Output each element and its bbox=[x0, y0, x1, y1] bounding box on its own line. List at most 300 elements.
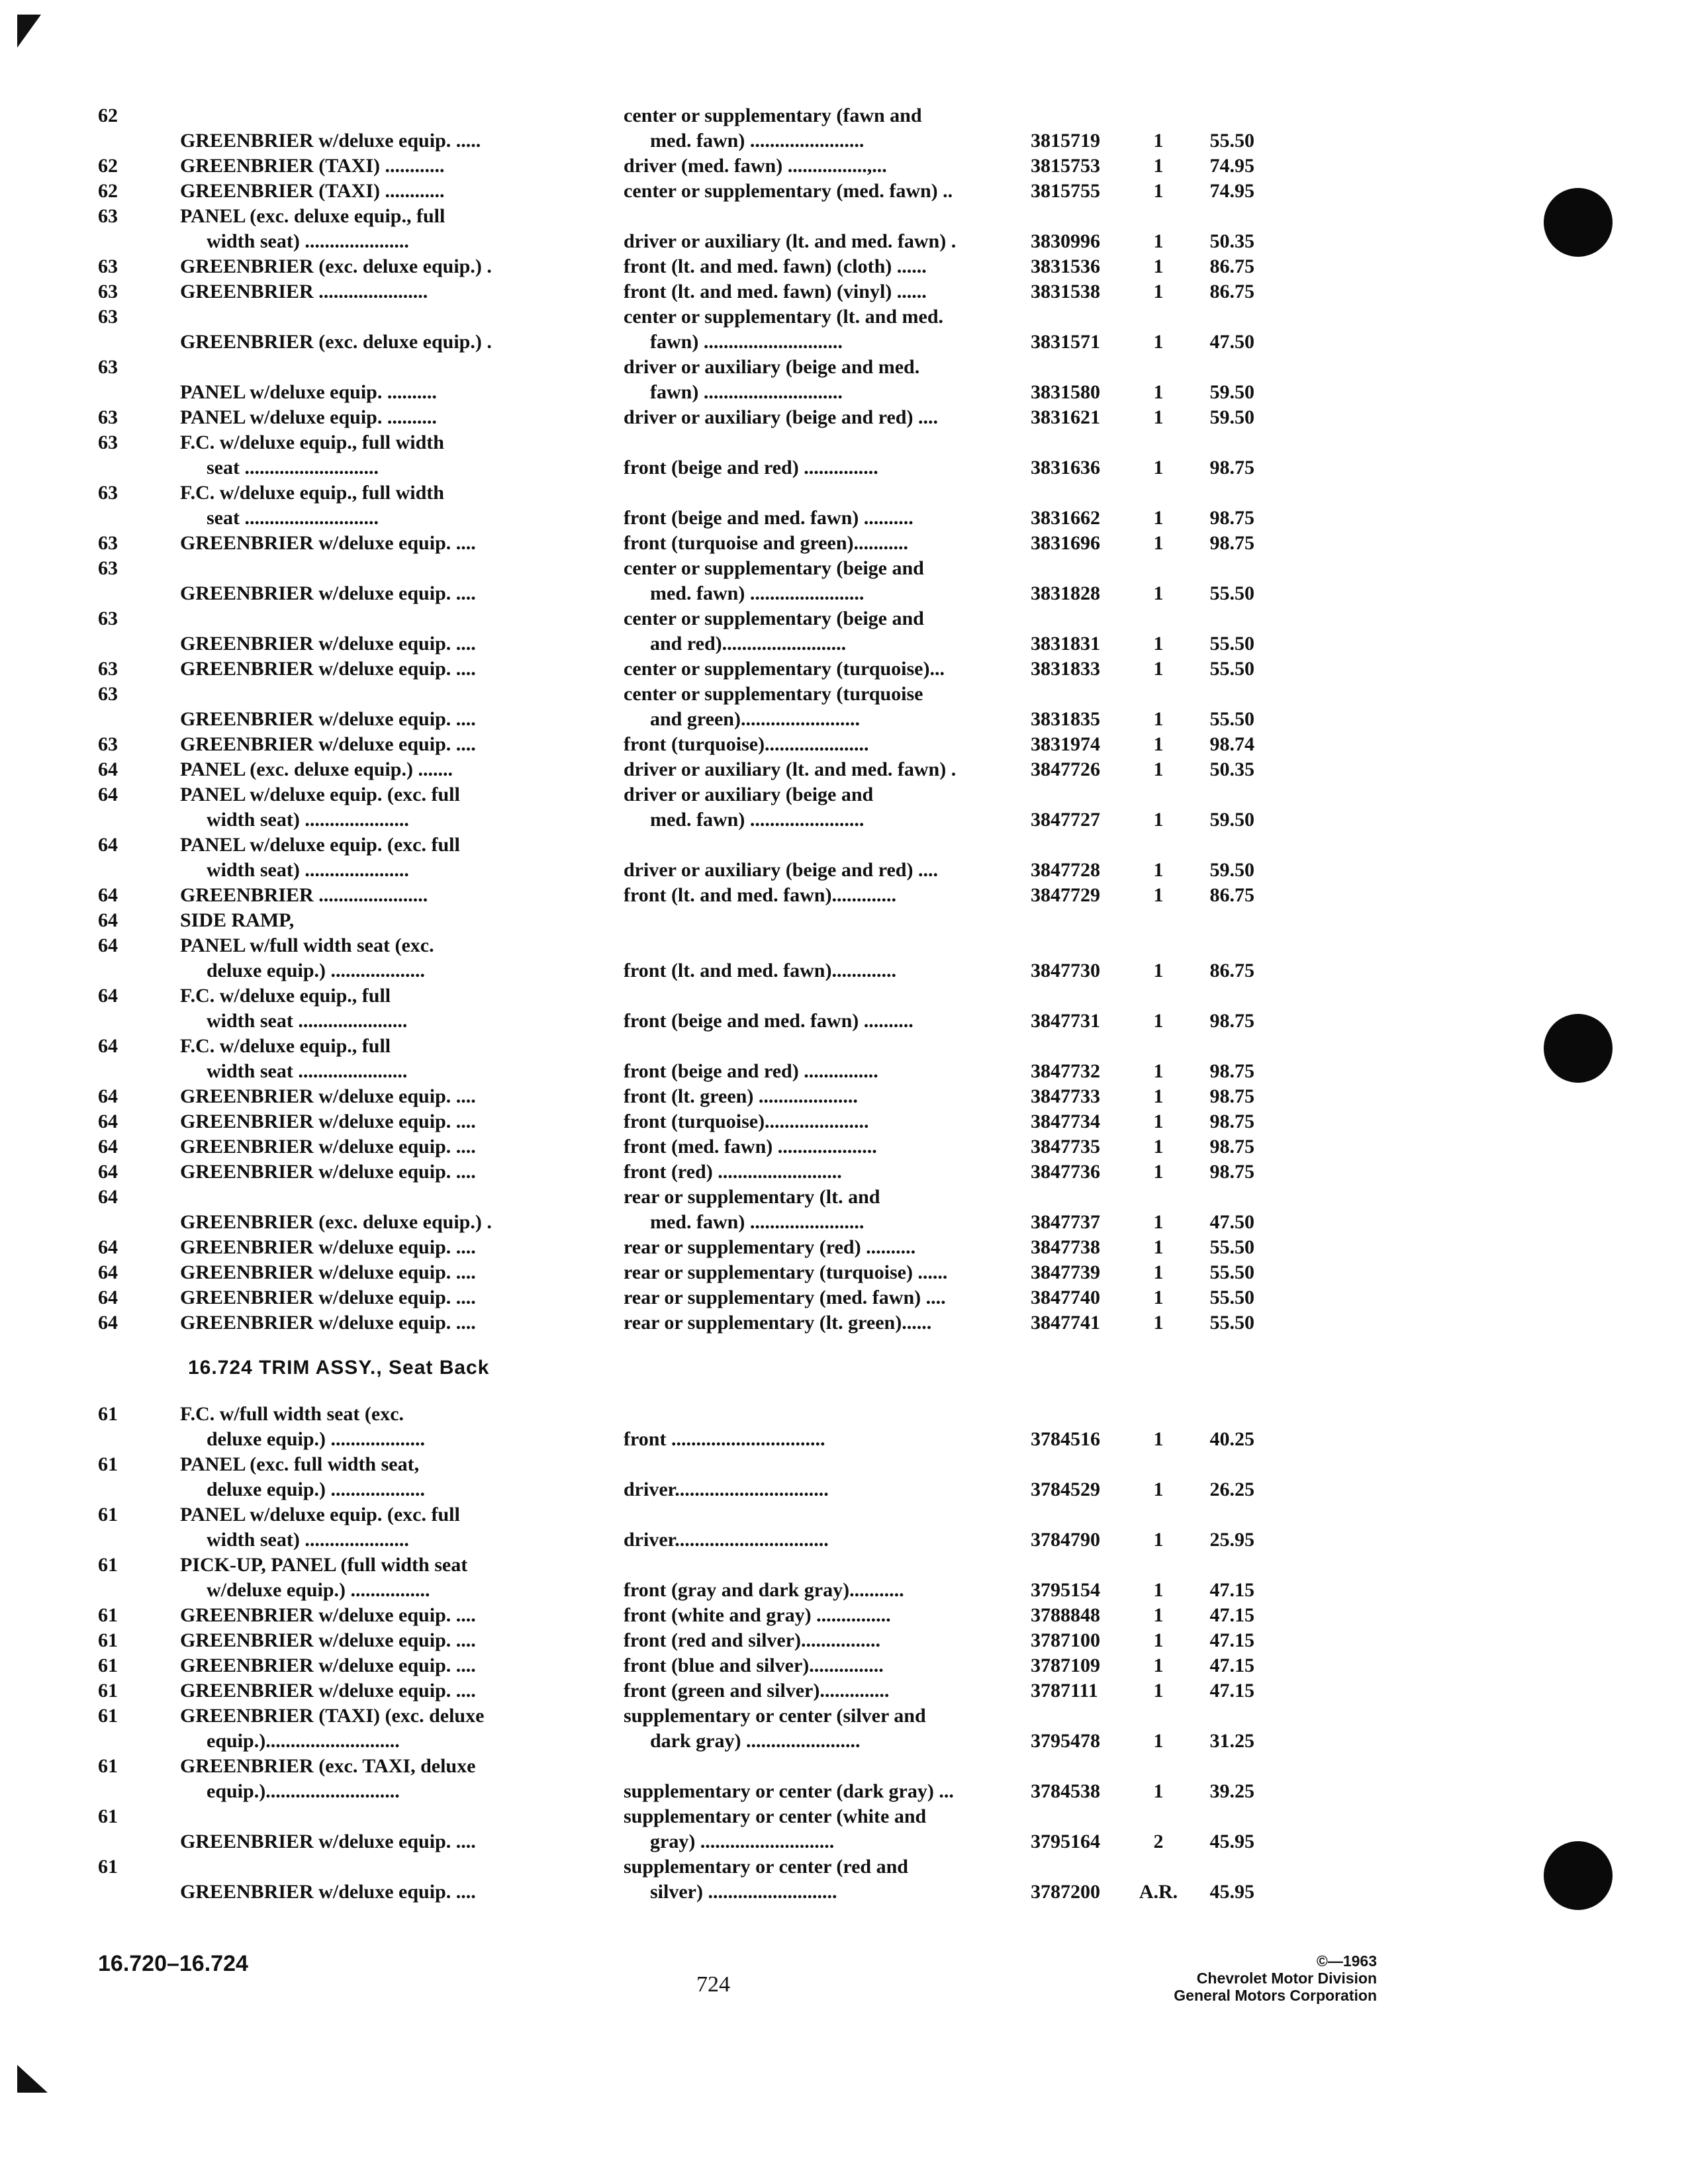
year-cell: 64 bbox=[98, 1236, 118, 1258]
table-row bbox=[98, 933, 1289, 983]
description-line: driver............................... bbox=[624, 1479, 829, 1500]
model-cell bbox=[180, 1084, 624, 1109]
model-line: GREENBRIER w/deluxe equip. .... bbox=[180, 1680, 476, 1702]
quantity-cell: 1 bbox=[1153, 155, 1164, 177]
model-line: F.C. w/deluxe equip., full width bbox=[180, 432, 444, 453]
description-cell bbox=[624, 983, 1031, 1034]
model-line: GREENBRIER w/deluxe equip. .... bbox=[180, 708, 476, 730]
model-line: GREENBRIER w/deluxe equip. .... bbox=[180, 658, 476, 680]
year-cell: 64 bbox=[98, 1261, 118, 1283]
description-line: center or supplementary (med. fawn) .. bbox=[624, 180, 953, 202]
part-number-cell: 3847741 bbox=[1031, 1312, 1100, 1334]
model-cell bbox=[180, 1452, 624, 1502]
description-line bbox=[624, 908, 1031, 933]
description-line: and red)......................... bbox=[650, 633, 847, 655]
quantity-cell: 1 bbox=[1153, 1655, 1164, 1676]
part-number-cell: 3847731 bbox=[1031, 1010, 1100, 1032]
description-line: front (lt. and med. fawn)............. bbox=[624, 884, 896, 906]
description-cell bbox=[624, 657, 1031, 682]
price-cell: 47.50 bbox=[1209, 1211, 1254, 1233]
part-number-cell: 3815755 bbox=[1031, 180, 1100, 202]
part-number-cell: 3831696 bbox=[1031, 532, 1100, 554]
model-line: GREENBRIER w/deluxe equip. .... bbox=[180, 532, 476, 554]
part-number-cell: 3784790 bbox=[1031, 1529, 1100, 1551]
model-cell bbox=[180, 531, 624, 556]
model-line: GREENBRIER w/deluxe equip. .... bbox=[180, 1881, 476, 1903]
description-line: supplementary or center (white and bbox=[624, 1805, 927, 1827]
year-cell: 64 bbox=[98, 1035, 118, 1057]
description-line: med. fawn) ....................... bbox=[650, 809, 865, 831]
table-row bbox=[98, 103, 1289, 154]
table-row bbox=[98, 1109, 1289, 1134]
description-cell bbox=[624, 1502, 1031, 1553]
model-line: GREENBRIER w/deluxe equip. .... bbox=[180, 1261, 476, 1283]
description-cell bbox=[624, 1185, 1031, 1235]
quantity-cell: 1 bbox=[1153, 1161, 1164, 1183]
model-cell bbox=[180, 128, 624, 154]
model-line: GREENBRIER w/deluxe equip. .... bbox=[180, 1136, 476, 1158]
model-line: width seat) ..................... bbox=[207, 859, 409, 881]
year-cell: 64 bbox=[98, 1287, 118, 1308]
table-row bbox=[98, 1603, 1289, 1628]
table-row bbox=[98, 757, 1289, 782]
division-name: Chevrolet Motor Division bbox=[1196, 1970, 1377, 1987]
model-cell bbox=[180, 154, 624, 179]
quantity-cell: 1 bbox=[1153, 507, 1164, 529]
quantity-cell: 1 bbox=[1153, 381, 1164, 403]
description-line: rear or supplementary (lt. green)...... bbox=[624, 1312, 932, 1334]
table-row bbox=[98, 983, 1289, 1034]
table-row bbox=[98, 782, 1289, 833]
table-row bbox=[98, 1628, 1289, 1653]
price-cell: 98.75 bbox=[1209, 1010, 1254, 1032]
quantity-cell: 1 bbox=[1153, 1629, 1164, 1651]
description-line: center or supplementary (beige and bbox=[624, 608, 924, 629]
quantity-cell: 1 bbox=[1153, 1111, 1164, 1132]
model-line: GREENBRIER ...................... bbox=[180, 884, 428, 906]
description-line: med. fawn) ....................... bbox=[650, 582, 865, 604]
quantity-cell: 1 bbox=[1153, 130, 1164, 152]
quantity-cell: 1 bbox=[1153, 733, 1164, 755]
binder-hole-top bbox=[1544, 188, 1613, 257]
model-line: width seat) ..................... bbox=[207, 1529, 409, 1551]
description-cell bbox=[624, 204, 1031, 254]
year-cell: 61 bbox=[98, 1705, 118, 1727]
price-cell: 98.75 bbox=[1209, 532, 1254, 554]
model-line: GREENBRIER w/deluxe equip. .... bbox=[180, 1312, 476, 1334]
description-line: driver............................... bbox=[624, 1529, 829, 1551]
part-number-cell: 3787100 bbox=[1031, 1629, 1100, 1651]
model-cell bbox=[180, 657, 624, 682]
table-row bbox=[98, 1553, 1289, 1603]
quantity-cell: 2 bbox=[1153, 1831, 1164, 1852]
description-line: rear or supplementary (lt. and bbox=[624, 1186, 880, 1208]
year-cell: 63 bbox=[98, 482, 118, 504]
description-line: front (lt. and med. fawn)............. bbox=[624, 960, 896, 981]
model-line: GREENBRIER (TAXI) (exc. deluxe bbox=[180, 1705, 485, 1727]
model-line: GREENBRIER w/deluxe equip. .... bbox=[180, 1604, 476, 1626]
quantity-cell: 1 bbox=[1153, 1428, 1164, 1450]
description-line: front (med. fawn) .................... bbox=[624, 1136, 877, 1158]
model-line: GREENBRIER w/deluxe equip. ..... bbox=[180, 130, 481, 152]
description-line: front (red) ......................... bbox=[624, 1161, 842, 1183]
description-line: front (gray and dark gray)........... bbox=[624, 1579, 904, 1601]
price-cell: 31.25 bbox=[1209, 1730, 1254, 1752]
price-cell: 39.25 bbox=[1209, 1780, 1254, 1802]
price-cell: 55.50 bbox=[1209, 582, 1254, 604]
quantity-cell: 1 bbox=[1153, 758, 1164, 780]
description-cell bbox=[624, 1235, 1031, 1260]
price-cell: 55.50 bbox=[1209, 130, 1254, 152]
model-line: deluxe equip.) ................... bbox=[207, 1428, 426, 1450]
part-number-cell: 3784516 bbox=[1031, 1428, 1100, 1450]
price-cell: 45.95 bbox=[1209, 1831, 1254, 1852]
table-row bbox=[98, 1704, 1289, 1754]
price-cell: 86.75 bbox=[1209, 884, 1254, 906]
model-line: GREENBRIER (exc. TAXI, deluxe bbox=[180, 1755, 476, 1777]
year-cell: 64 bbox=[98, 758, 118, 780]
price-cell: 98.75 bbox=[1209, 457, 1254, 478]
price-cell: 98.75 bbox=[1209, 507, 1254, 529]
part-number-cell: 3831835 bbox=[1031, 708, 1100, 730]
part-number-cell: 3847740 bbox=[1031, 1287, 1100, 1308]
year-cell: 61 bbox=[98, 1805, 118, 1827]
description-cell bbox=[624, 154, 1031, 179]
price-cell: 98.75 bbox=[1209, 1111, 1254, 1132]
year-cell: 62 bbox=[98, 155, 118, 177]
price-cell: 40.25 bbox=[1209, 1428, 1254, 1450]
description-line: driver or auxiliary (beige and bbox=[624, 784, 874, 805]
quantity-cell: 1 bbox=[1153, 532, 1164, 554]
price-cell: 98.75 bbox=[1209, 1085, 1254, 1107]
description-line: front (green and silver).............. bbox=[624, 1680, 890, 1702]
model-line: PANEL w/deluxe equip. .......... bbox=[180, 406, 437, 428]
quantity-cell: 1 bbox=[1153, 1479, 1164, 1500]
table-row bbox=[98, 154, 1289, 179]
part-number-cell: 3847734 bbox=[1031, 1111, 1100, 1132]
model-cell bbox=[180, 1160, 624, 1185]
part-number-cell: 3795478 bbox=[1031, 1730, 1100, 1752]
quantity-cell: 1 bbox=[1153, 1780, 1164, 1802]
description-line: and green)........................ bbox=[650, 708, 860, 730]
binder-hole-bottom bbox=[1544, 1841, 1613, 1910]
part-number-cell: 3847738 bbox=[1031, 1236, 1100, 1258]
description-line: driver or auxiliary (lt. and med. fawn) . bbox=[624, 230, 957, 252]
model-line: GREENBRIER w/deluxe equip. .... bbox=[180, 1831, 476, 1852]
model-line: seat ........................... bbox=[207, 457, 379, 478]
table-row bbox=[98, 204, 1289, 254]
model-cell bbox=[180, 330, 624, 355]
description-line: front (turquoise)..................... bbox=[624, 1111, 869, 1132]
part-number-cell: 3831974 bbox=[1031, 733, 1100, 755]
model-cell bbox=[180, 1310, 624, 1336]
price-cell: 26.25 bbox=[1209, 1479, 1254, 1500]
model-line: GREENBRIER (exc. deluxe equip.) . bbox=[180, 1211, 492, 1233]
description-cell bbox=[624, 883, 1031, 908]
price-cell: 55.50 bbox=[1209, 1261, 1254, 1283]
year-cell: 63 bbox=[98, 356, 118, 378]
table-row bbox=[98, 279, 1289, 304]
model-line: w/deluxe equip.) ................ bbox=[207, 1579, 430, 1601]
model-line: PANEL (exc. full width seat, bbox=[180, 1453, 420, 1475]
description-line: fawn) ............................ bbox=[650, 331, 843, 353]
description-cell bbox=[624, 1109, 1031, 1134]
part-number-cell: 3788848 bbox=[1031, 1604, 1100, 1626]
description-line: front (beige and med. fawn) .......... bbox=[624, 507, 914, 529]
model-line: GREENBRIER w/deluxe equip. .... bbox=[180, 1655, 476, 1676]
price-cell: 86.75 bbox=[1209, 960, 1254, 981]
corporation-name: General Motors Corporation bbox=[1174, 1987, 1377, 2004]
registration-mark-bottom bbox=[17, 2065, 48, 2093]
model-cell bbox=[180, 1754, 624, 1804]
quantity-cell: 1 bbox=[1153, 1136, 1164, 1158]
description-cell bbox=[624, 1402, 1031, 1452]
table-row bbox=[98, 1160, 1289, 1185]
price-cell: 98.75 bbox=[1209, 1161, 1254, 1183]
price-cell: 55.50 bbox=[1209, 1236, 1254, 1258]
part-number-cell: 3831621 bbox=[1031, 406, 1100, 428]
model-cell bbox=[180, 757, 624, 782]
year-cell: 64 bbox=[98, 909, 118, 931]
model-cell bbox=[180, 1235, 624, 1260]
model-cell bbox=[180, 1829, 624, 1854]
copyright: ©—1963 bbox=[1316, 1952, 1377, 1970]
model-line: GREENBRIER (exc. deluxe equip.) . bbox=[180, 255, 492, 277]
price-cell: 55.50 bbox=[1209, 633, 1254, 655]
year-cell: 63 bbox=[98, 255, 118, 277]
model-cell bbox=[180, 1285, 624, 1310]
part-number-cell: 3847728 bbox=[1031, 859, 1100, 881]
price-cell: 98.75 bbox=[1209, 1060, 1254, 1082]
model-cell bbox=[180, 732, 624, 757]
year-cell: 63 bbox=[98, 306, 118, 328]
year-cell: 62 bbox=[98, 105, 118, 126]
year-cell: 63 bbox=[98, 557, 118, 579]
model-line: PANEL (exc. deluxe equip., full bbox=[180, 205, 445, 227]
part-number-cell: 3847726 bbox=[1031, 758, 1100, 780]
model-line: deluxe equip.) ................... bbox=[207, 960, 426, 981]
description-cell bbox=[624, 1452, 1031, 1502]
page-number: 724 bbox=[696, 1972, 730, 1997]
table-row bbox=[98, 355, 1289, 405]
description-cell bbox=[624, 304, 1031, 355]
description-cell bbox=[624, 732, 1031, 757]
price-cell: 98.75 bbox=[1209, 1136, 1254, 1158]
model-line: width seat ...................... bbox=[207, 1060, 408, 1082]
table-row bbox=[98, 606, 1289, 657]
price-cell: 59.50 bbox=[1209, 381, 1254, 403]
quantity-cell: 1 bbox=[1153, 230, 1164, 252]
quantity-cell: 1 bbox=[1153, 1236, 1164, 1258]
quantity-cell: 1 bbox=[1153, 406, 1164, 428]
model-cell bbox=[180, 279, 624, 304]
description-cell bbox=[624, 1160, 1031, 1185]
table-row bbox=[98, 1260, 1289, 1285]
description-line: center or supplementary (lt. and med. bbox=[624, 306, 944, 328]
description-line: rear or supplementary (turquoise) ...... bbox=[624, 1261, 948, 1283]
part-number-cell: 3847730 bbox=[1031, 960, 1100, 981]
part-number-cell: 3795164 bbox=[1031, 1831, 1100, 1852]
price-cell: 74.95 bbox=[1209, 180, 1254, 202]
model-line: PICK-UP, PANEL (full width seat bbox=[180, 1554, 468, 1576]
description-cell bbox=[624, 355, 1031, 405]
description-line: front (beige and med. fawn) .......... bbox=[624, 1010, 914, 1032]
year-cell: 61 bbox=[98, 1604, 118, 1626]
description-cell bbox=[624, 103, 1031, 154]
quantity-cell: A.R. bbox=[1139, 1881, 1178, 1903]
part-number-cell: 3815719 bbox=[1031, 130, 1100, 152]
description-cell bbox=[624, 1704, 1031, 1754]
part-number-cell: 3784538 bbox=[1031, 1780, 1100, 1802]
model-cell bbox=[180, 1109, 624, 1134]
quantity-cell: 1 bbox=[1153, 331, 1164, 353]
part-number-cell: 3787200 bbox=[1031, 1881, 1100, 1903]
description-line: front (turquoise)..................... bbox=[624, 733, 869, 755]
part-number-cell: 3847735 bbox=[1031, 1136, 1100, 1158]
year-cell: 63 bbox=[98, 432, 118, 453]
price-cell: 25.95 bbox=[1209, 1529, 1254, 1551]
quantity-cell: 1 bbox=[1153, 1529, 1164, 1551]
description-line: front ............................... bbox=[624, 1428, 825, 1450]
publisher-block bbox=[1125, 1952, 1377, 2004]
model-cell bbox=[180, 833, 624, 883]
model-line: GREENBRIER w/deluxe equip. .... bbox=[180, 1111, 476, 1132]
year-cell: 63 bbox=[98, 281, 118, 302]
model-cell bbox=[180, 883, 624, 908]
description-line: supplementary or center (silver and bbox=[624, 1705, 926, 1727]
table-row bbox=[98, 556, 1289, 606]
description-cell bbox=[624, 1260, 1031, 1285]
model-cell bbox=[180, 1678, 624, 1704]
quantity-cell: 1 bbox=[1153, 457, 1164, 478]
registration-mark-top bbox=[17, 15, 41, 48]
table-row bbox=[98, 883, 1289, 908]
model-line: width seat) ..................... bbox=[207, 230, 409, 252]
model-cell bbox=[180, 1402, 624, 1452]
description-cell bbox=[624, 606, 1031, 657]
price-cell: 74.95 bbox=[1209, 155, 1254, 177]
description-line: driver or auxiliary (lt. and med. fawn) . bbox=[624, 758, 957, 780]
model-cell bbox=[180, 782, 624, 833]
quantity-cell: 1 bbox=[1153, 1287, 1164, 1308]
description-cell bbox=[624, 1628, 1031, 1653]
year-cell: 61 bbox=[98, 1403, 118, 1425]
table-row bbox=[98, 1854, 1289, 1905]
table-row bbox=[98, 430, 1289, 480]
description-line: driver or auxiliary (beige and med. bbox=[624, 356, 920, 378]
model-line: GREENBRIER w/deluxe equip. .... bbox=[180, 633, 476, 655]
description-cell bbox=[624, 1034, 1031, 1084]
description-cell bbox=[624, 782, 1031, 833]
part-number-cell: 3831536 bbox=[1031, 255, 1100, 277]
year-cell: 63 bbox=[98, 205, 118, 227]
model-line: deluxe equip.) ................... bbox=[207, 1479, 426, 1500]
model-line: GREENBRIER w/deluxe equip. .... bbox=[180, 1629, 476, 1651]
table-row bbox=[98, 1310, 1289, 1336]
table-row bbox=[98, 1452, 1289, 1502]
description-cell bbox=[624, 254, 1031, 279]
description-line: driver or auxiliary (beige and red) .... bbox=[624, 859, 938, 881]
table-row bbox=[98, 1134, 1289, 1160]
model-line: PANEL w/deluxe equip. (exc. full bbox=[180, 1504, 460, 1525]
model-cell bbox=[180, 380, 624, 405]
model-line: PANEL w/deluxe equip. (exc. full bbox=[180, 834, 460, 856]
part-number-cell: 3831538 bbox=[1031, 281, 1100, 302]
model-line: GREENBRIER w/deluxe equip. .... bbox=[180, 1161, 476, 1183]
price-cell: 45.95 bbox=[1209, 1881, 1254, 1903]
quantity-cell: 1 bbox=[1153, 708, 1164, 730]
quantity-cell: 1 bbox=[1153, 658, 1164, 680]
year-cell: 63 bbox=[98, 406, 118, 428]
year-cell: 63 bbox=[98, 608, 118, 629]
model-cell bbox=[180, 1034, 624, 1084]
part-number-cell: 3787109 bbox=[1031, 1655, 1100, 1676]
model-line: GREENBRIER w/deluxe equip. .... bbox=[180, 733, 476, 755]
model-cell bbox=[180, 254, 624, 279]
year-cell: 63 bbox=[98, 658, 118, 680]
description-line: front (blue and silver)............... bbox=[624, 1655, 884, 1676]
description-line: dark gray) ....................... bbox=[650, 1730, 861, 1752]
model-line: seat ........................... bbox=[207, 507, 379, 529]
table-row bbox=[98, 1653, 1289, 1678]
model-line: SIDE RAMP, bbox=[180, 909, 295, 931]
year-cell: 64 bbox=[98, 1161, 118, 1183]
table-row bbox=[98, 908, 1289, 933]
part-number-cell: 3847739 bbox=[1031, 1261, 1100, 1283]
part-number-cell: 3831571 bbox=[1031, 331, 1100, 353]
table-row bbox=[98, 1402, 1289, 1452]
description-line: center or supplementary (beige and bbox=[624, 557, 924, 579]
description-cell bbox=[624, 1653, 1031, 1678]
description-line: gray) ........................... bbox=[650, 1831, 835, 1852]
model-line: GREENBRIER (TAXI) ............ bbox=[180, 155, 445, 177]
description-line: front (lt. green) .................... bbox=[624, 1085, 858, 1107]
description-line: center or supplementary (turquoise bbox=[624, 683, 923, 705]
year-cell: 61 bbox=[98, 1680, 118, 1702]
part-number-cell: 3847733 bbox=[1031, 1085, 1100, 1107]
description-line: silver) .......................... bbox=[650, 1881, 837, 1903]
year-cell: 64 bbox=[98, 1111, 118, 1132]
description-cell bbox=[624, 1310, 1031, 1336]
description-line: fawn) ............................ bbox=[650, 381, 843, 403]
model-line: GREENBRIER (TAXI) ............ bbox=[180, 180, 445, 202]
part-number-cell: 3787111 bbox=[1031, 1680, 1098, 1702]
quantity-cell: 1 bbox=[1153, 1085, 1164, 1107]
year-cell: 64 bbox=[98, 884, 118, 906]
description-cell bbox=[624, 1854, 1031, 1905]
model-line: equip.)........................... bbox=[207, 1730, 400, 1752]
table-row bbox=[98, 254, 1289, 279]
model-cell bbox=[180, 1653, 624, 1678]
description-line: center or supplementary (fawn and bbox=[624, 105, 922, 126]
part-number-cell: 3831831 bbox=[1031, 633, 1100, 655]
model-line: PANEL w/deluxe equip. (exc. full bbox=[180, 784, 460, 805]
model-cell bbox=[180, 1704, 624, 1754]
year-cell: 64 bbox=[98, 1085, 118, 1107]
model-line: GREENBRIER ...................... bbox=[180, 281, 428, 302]
description-cell bbox=[624, 1603, 1031, 1628]
description-cell bbox=[624, 933, 1031, 983]
description-cell bbox=[624, 1134, 1031, 1160]
part-number-cell: 3831833 bbox=[1031, 658, 1100, 680]
quantity-cell: 1 bbox=[1153, 859, 1164, 881]
section-range: 16.720–16.724 bbox=[98, 1951, 248, 1976]
description-line: supplementary or center (dark gray) ... bbox=[624, 1780, 954, 1802]
part-number-cell: 3847736 bbox=[1031, 1161, 1100, 1183]
year-cell: 61 bbox=[98, 1755, 118, 1777]
quantity-cell: 1 bbox=[1153, 1211, 1164, 1233]
model-cell bbox=[180, 908, 624, 933]
